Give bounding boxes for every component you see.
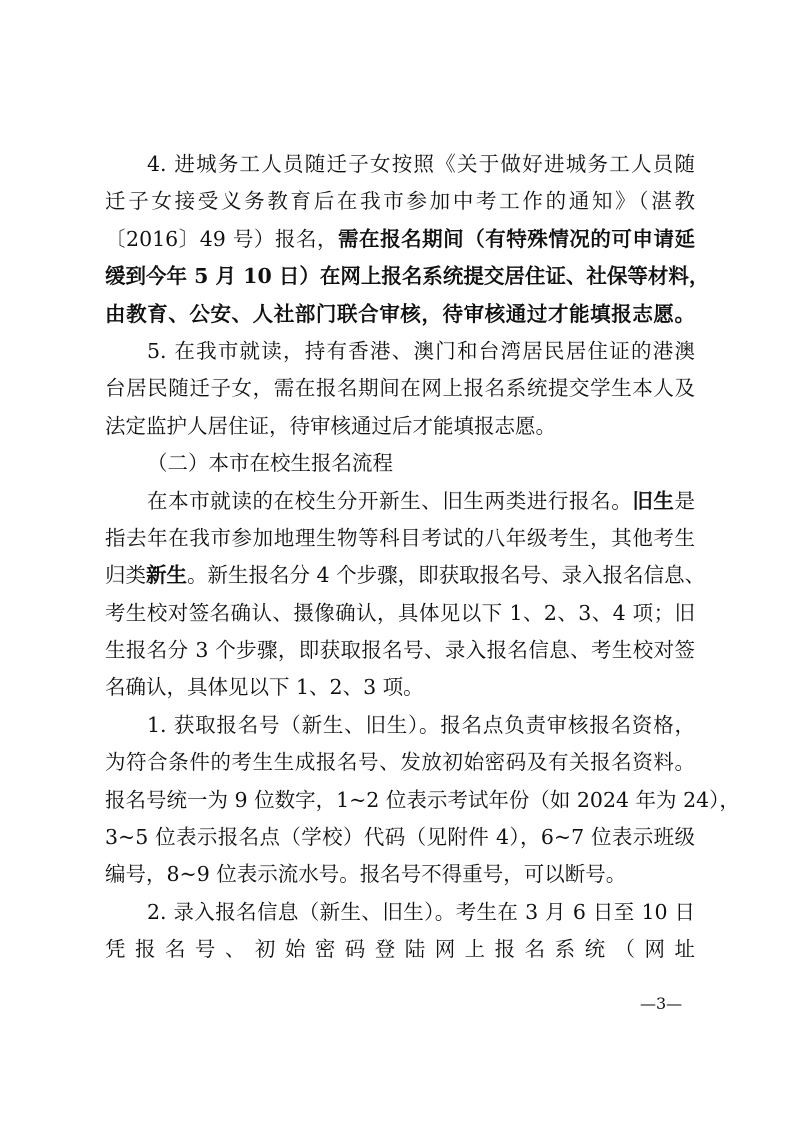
paragraph-line: 编号，8~9 位表示流水号。报名号不得重号，可以断号。 (105, 862, 627, 887)
section-heading: （二）本市在校生报名流程 (147, 451, 393, 476)
paragraph-line: 凭报名号、初始密码登陆网上报名系统（网址 (105, 937, 695, 962)
page-number: —3— (640, 994, 683, 1013)
paragraph-line (105, 296, 695, 333)
paragraph-line: 3~5 位表示报名点（学校）代码（见附件 4），6~7 位表示班级 (105, 825, 695, 850)
bold-text: 新生 (146, 563, 187, 588)
paragraph-line: 2. 录入报名信息（新生、旧生）。考生在 3 月 6 日至 10 日 (147, 899, 695, 924)
bold-text: 需在报名期间（有特殊情况的可申请延 (338, 226, 695, 251)
bold-text: 旧生 (632, 488, 675, 513)
bold-text: 由教育、公安、人社部门联合审核，待审核通过才能填报志愿。 (105, 301, 695, 326)
paragraph-line: 归类新生。新生报名分 4 个步骤，即获取报名号、录入报名信息、 (105, 563, 706, 588)
paragraph-line: 在本市就读的在校生分开新生、旧生两类进行报名。旧生是 (147, 488, 696, 513)
paragraph-line: 法定监护人居住证，待审核通过后才能填报志愿。 (105, 413, 556, 438)
paragraph-line: 5. 在我市就读，持有香港、澳门和台湾居民居住证的港澳 (147, 338, 695, 363)
paragraph-line: 4. 进城务工人员随迁子女按照《关于做好进城务工人员随 (147, 152, 695, 176)
paragraph-line (105, 258, 710, 295)
paragraph-line: 名确认，具体见以下 1、2、3 项。 (105, 675, 424, 700)
paragraph-line: 指去年在我市参加地理生物等科目考试的八年级考生，其他考生 (105, 525, 695, 550)
paragraph-line: 迁子女接受义务教育后在我市参加中考工作的通知》（湛教 (105, 189, 695, 214)
paragraph-line: 生报名分 3 个步骤，即获取报名号、录入报名信息、考生校对签 (105, 638, 695, 663)
paragraph-line: 1. 获取报名号（新生、旧生）。报名点负责审核报名资格， (147, 712, 695, 737)
bold-text: 缓到今年 5 月 10 日）在网上报名系统提交居住证、社保等材料， (105, 264, 710, 289)
paragraph-line: 考生校对签名确认、摄像确认，具体见以下 1、2、3、4 项；旧 (105, 600, 695, 625)
document-body (105, 146, 740, 969)
paragraph-line: 报名号统一为 9 位数字，1~2 位表示考试年份（如 2024 年为 24）， (105, 787, 740, 812)
paragraph-line: 台居民随迁子女，需在报名期间在网上报名系统提交学生本人及 (105, 376, 695, 401)
paragraph-line: 为符合条件的考生生成报名号、发放初始密码及有关报名资料。 (105, 750, 695, 775)
paragraph-line: 〔2016〕49 号）报名，需在报名期间（有特殊情况的可申请延 (105, 226, 695, 251)
